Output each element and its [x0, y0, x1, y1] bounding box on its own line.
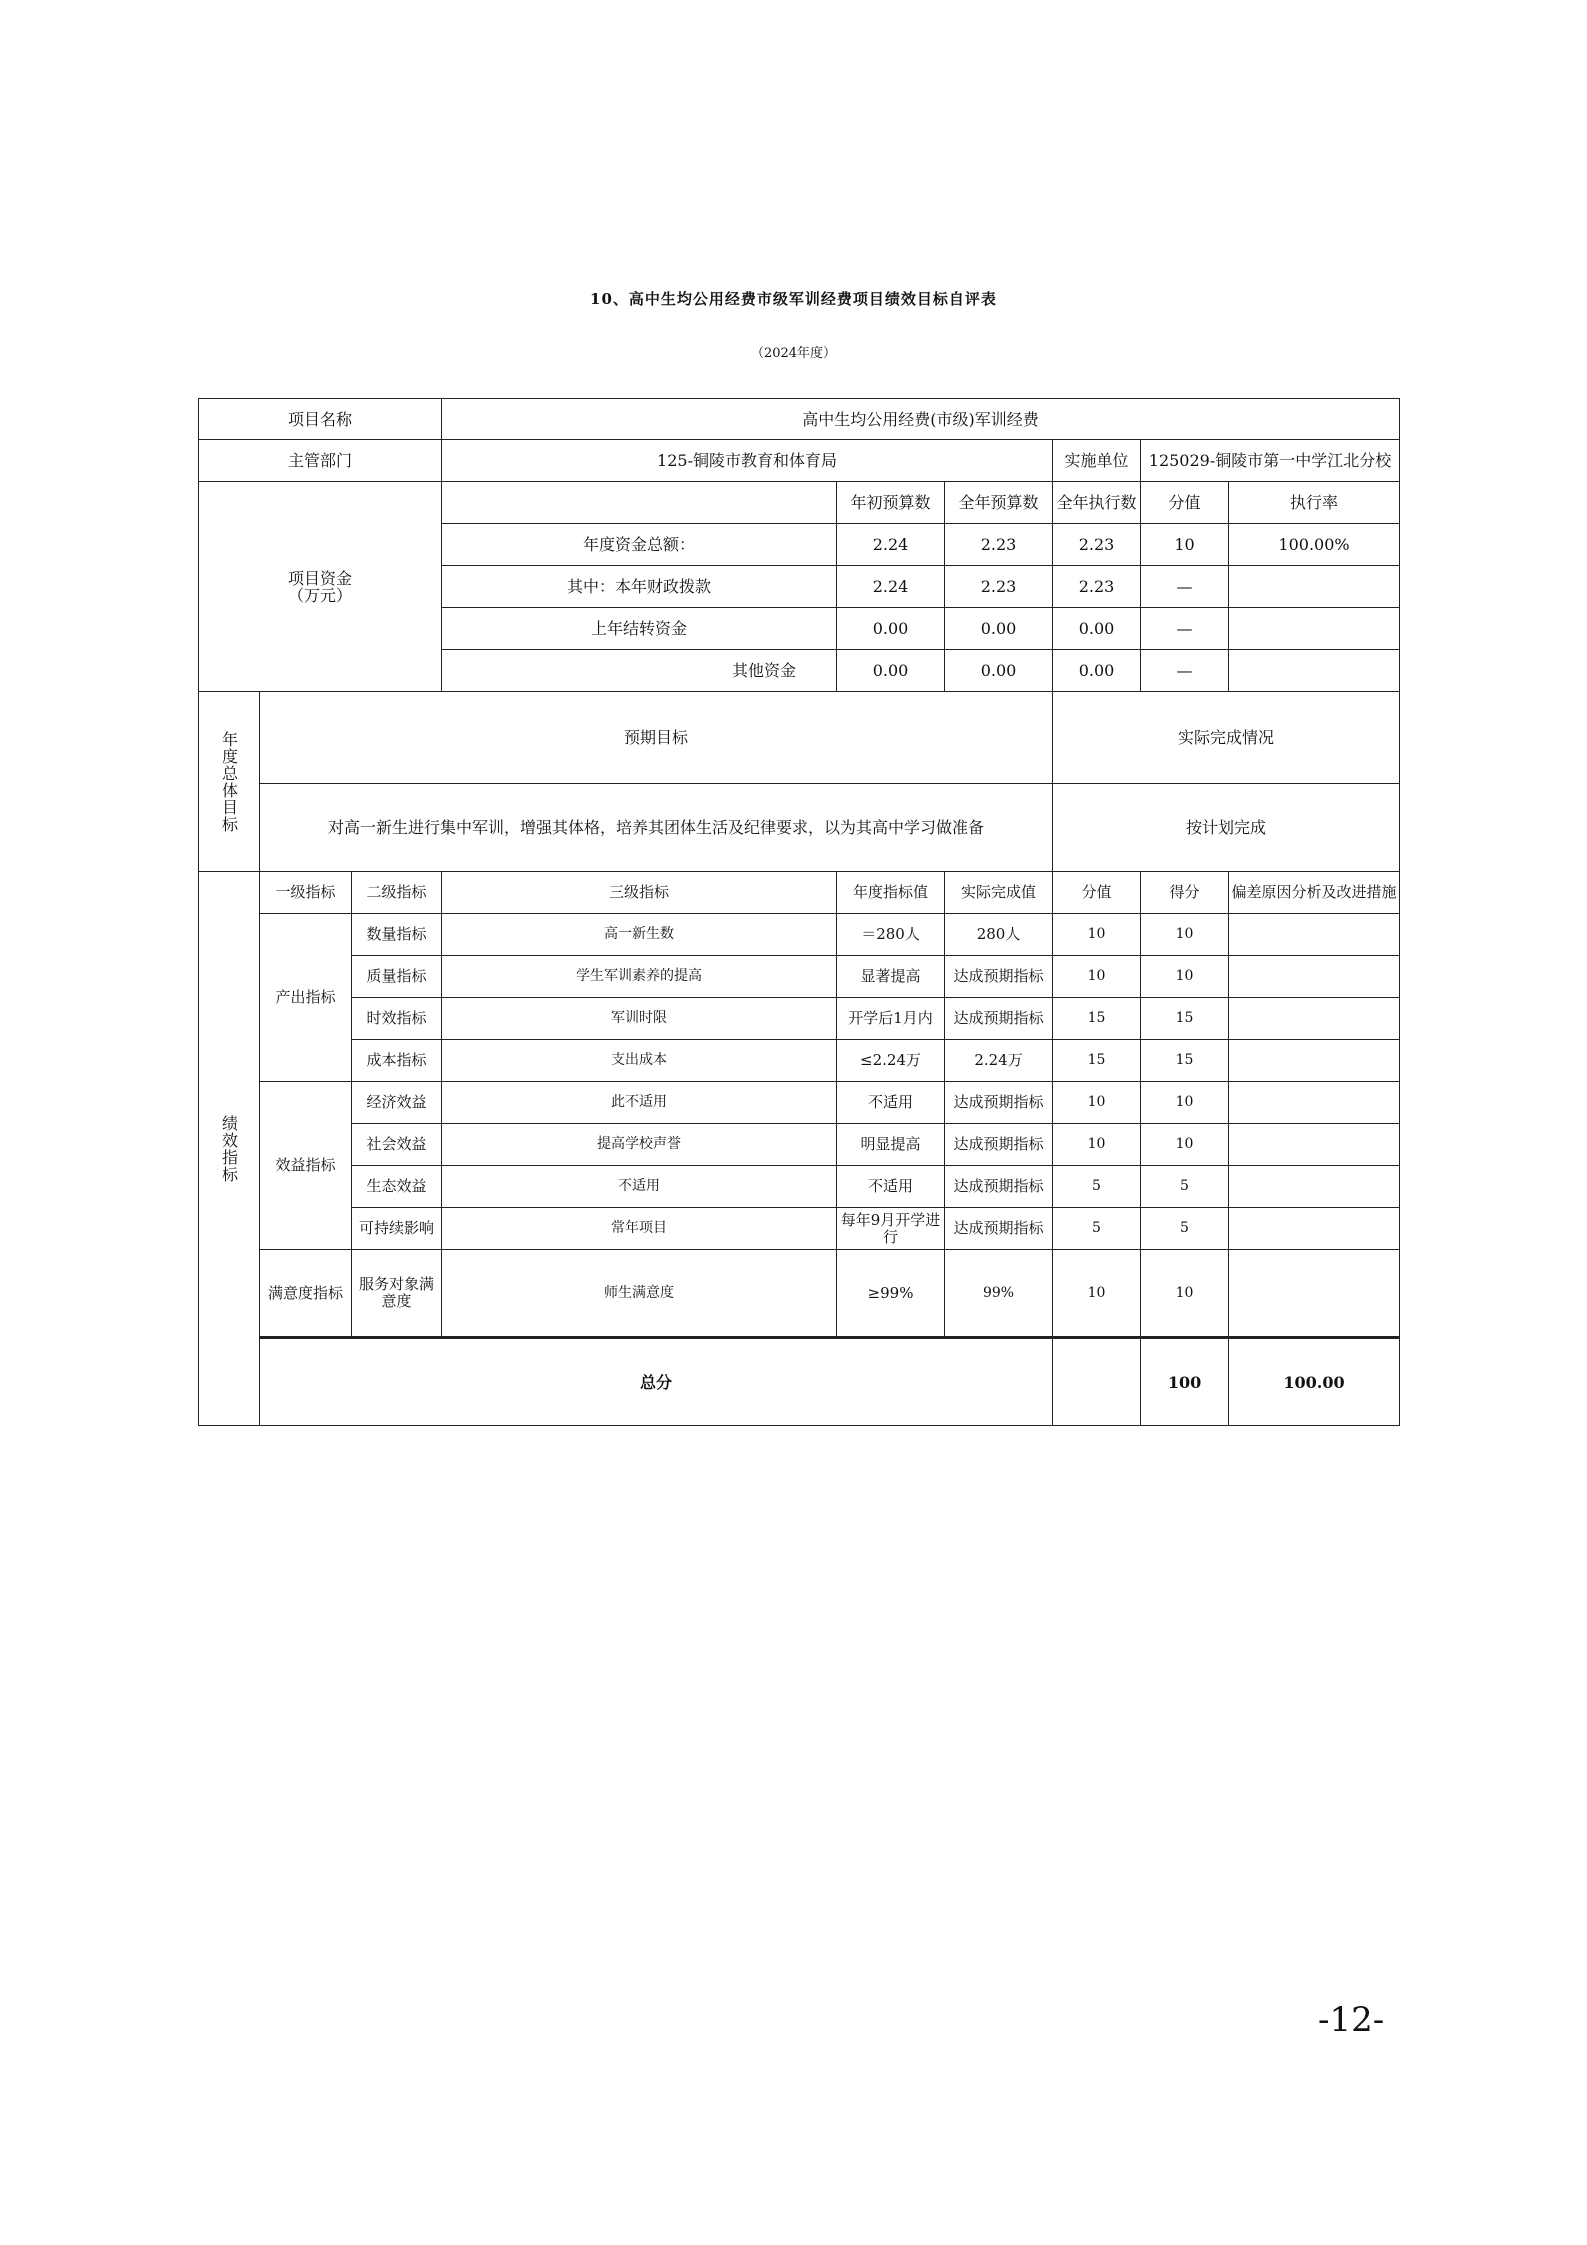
- indicator-level3: 此不适用: [442, 1082, 837, 1124]
- total-score: 100.00: [1229, 1338, 1400, 1426]
- indicator-score: 10: [1141, 914, 1229, 956]
- funds-row-initial: 2.24: [837, 566, 945, 608]
- indicator-score: 15: [1141, 1040, 1229, 1082]
- indicator-score: 5: [1141, 1166, 1229, 1208]
- indicator-actual: 达成预期指标: [945, 1082, 1053, 1124]
- indicator-target: ≥99%: [837, 1250, 945, 1338]
- indicator-target: ≤2.24万: [837, 1040, 945, 1082]
- department-row: [199, 440, 1400, 482]
- indicator-level2: 服务对象满意度: [352, 1250, 442, 1338]
- funds-row-initial: 2.24: [837, 524, 945, 566]
- indicator-level2: 时效指标: [352, 998, 442, 1040]
- indicator-header-row: [199, 872, 1400, 914]
- funds-row-value: —: [1141, 650, 1229, 692]
- total-row: [199, 1338, 1400, 1426]
- performance-evaluation-table: [198, 398, 1400, 1426]
- indicators-label: [199, 872, 260, 1426]
- indicator-level3: 高一新生数: [442, 914, 837, 956]
- indicator-level2: 社会效益: [352, 1124, 442, 1166]
- indicator-value: 10: [1053, 1250, 1141, 1338]
- indicator-level3: 不适用: [442, 1166, 837, 1208]
- indicator-level3: 常年项目: [442, 1208, 837, 1250]
- indicator-note: [1229, 1166, 1400, 1208]
- project-name-value: 高中生均公用经费(市级)军训经费: [442, 399, 1400, 440]
- indicator-header-level2: 二级指标: [352, 872, 442, 914]
- indicator-target: 不适用: [837, 1082, 945, 1124]
- funds-label: 项目资金 （万元）: [199, 482, 442, 692]
- goal-expected-header: 预期目标: [260, 692, 1053, 784]
- funds-row-annual: 0.00: [945, 608, 1053, 650]
- goal-actual-text: 按计划完成: [1053, 784, 1400, 872]
- indicator-actual: 达成预期指标: [945, 956, 1053, 998]
- funds-header-annual: 全年预算数: [945, 482, 1053, 524]
- indicator-target: 开学后1月内: [837, 998, 945, 1040]
- indicator-level3: 支出成本: [442, 1040, 837, 1082]
- indicator-row: [199, 1040, 1400, 1082]
- funds-row-label: 年度资金总额：: [442, 524, 837, 566]
- indicator-level1: 产出指标: [260, 914, 352, 1082]
- indicator-value: 5: [1053, 1208, 1141, 1250]
- indicator-score: 15: [1141, 998, 1229, 1040]
- implementing-unit-value: 125029-铜陵市第一中学江北分校: [1141, 440, 1400, 482]
- indicator-row: [199, 914, 1400, 956]
- indicator-target: 不适用: [837, 1166, 945, 1208]
- indicator-score: 5: [1141, 1208, 1229, 1250]
- total-blank: [1053, 1338, 1141, 1426]
- funds-header-blank: [442, 482, 837, 524]
- indicator-value: 15: [1053, 1040, 1141, 1082]
- funds-header-rate: 执行率: [1229, 482, 1400, 524]
- indicator-header-level1: 一级指标: [260, 872, 352, 914]
- goal-content-row: [199, 784, 1400, 872]
- funds-header-executed: 全年执行数: [1053, 482, 1141, 524]
- indicator-row: [199, 1124, 1400, 1166]
- funds-row-rate: 100.00%: [1229, 524, 1400, 566]
- funds-row-executed: 0.00: [1053, 650, 1141, 692]
- indicator-target: 明显提高: [837, 1124, 945, 1166]
- indicator-score: 10: [1141, 1124, 1229, 1166]
- document-subtitle: （2024年度）: [750, 346, 837, 361]
- indicator-target: 每年9月开学进行: [837, 1208, 945, 1250]
- funds-row-annual: 0.00: [945, 650, 1053, 692]
- funds-row-label: 其他资金: [442, 650, 837, 692]
- indicator-level2: 数量指标: [352, 914, 442, 956]
- indicator-score: 10: [1141, 956, 1229, 998]
- goal-label-text: 年度总体目标: [219, 730, 239, 833]
- indicator-value: 10: [1053, 1082, 1141, 1124]
- implementing-unit-label: 实施单位: [1053, 440, 1141, 482]
- goal-actual-header: 实际完成情况: [1053, 692, 1400, 784]
- indicator-level3: 军训时限: [442, 998, 837, 1040]
- funds-row-rate: [1229, 566, 1400, 608]
- funds-row-rate: [1229, 608, 1400, 650]
- indicator-note: [1229, 1208, 1400, 1250]
- indicator-score: 10: [1141, 1082, 1229, 1124]
- funds-row-initial: 0.00: [837, 608, 945, 650]
- document-title: 10、高中生均公用经费市级军训经费项目绩效目标自评表: [590, 290, 997, 308]
- indicator-level2: 生态效益: [352, 1166, 442, 1208]
- funds-header-value: 分值: [1141, 482, 1229, 524]
- indicator-target: ＝280人: [837, 914, 945, 956]
- indicator-note: [1229, 1082, 1400, 1124]
- funds-row-rate: [1229, 650, 1400, 692]
- indicator-header-level3: 三级指标: [442, 872, 837, 914]
- funds-header-initial: 年初预算数: [837, 482, 945, 524]
- funds-row-value: —: [1141, 608, 1229, 650]
- funds-header-row: [199, 482, 1400, 524]
- indicator-level2: 经济效益: [352, 1082, 442, 1124]
- indicator-row: [199, 1166, 1400, 1208]
- indicator-actual: 99%: [945, 1250, 1053, 1338]
- department-label: 主管部门: [199, 440, 442, 482]
- funds-row-executed: 0.00: [1053, 608, 1141, 650]
- funds-row-label: 上年结转资金: [442, 608, 837, 650]
- indicator-row: [199, 1208, 1400, 1250]
- project-name-row: [199, 399, 1400, 440]
- goal-header-row: [199, 692, 1400, 784]
- indicator-level2: 可持续影响: [352, 1208, 442, 1250]
- indicator-score: 10: [1141, 1250, 1229, 1338]
- indicator-level3: 师生满意度: [442, 1250, 837, 1338]
- indicator-value: 5: [1053, 1166, 1141, 1208]
- total-value: 100: [1141, 1338, 1229, 1426]
- indicator-actual: 达成预期指标: [945, 1124, 1053, 1166]
- indicator-actual: 达成预期指标: [945, 998, 1053, 1040]
- goal-expected-text: 对高一新生进行集中军训，增强其体格，培养其团体生活及纪律要求，以为其高中学习做准备: [260, 784, 1053, 872]
- indicator-header-target: 年度指标值: [837, 872, 945, 914]
- funds-row-label: 其中：本年财政拨款: [442, 566, 837, 608]
- indicator-row: [199, 1082, 1400, 1124]
- indicators-label-text: 绩效指标: [219, 1114, 239, 1183]
- indicator-row: [199, 956, 1400, 998]
- funds-row-value: 10: [1141, 524, 1229, 566]
- funds-row-executed: 2.23: [1053, 524, 1141, 566]
- indicator-actual: 达成预期指标: [945, 1208, 1053, 1250]
- indicator-note: [1229, 956, 1400, 998]
- indicator-value: 10: [1053, 914, 1141, 956]
- funds-row-executed: 2.23: [1053, 566, 1141, 608]
- indicator-actual: 280人: [945, 914, 1053, 956]
- indicator-note: [1229, 1040, 1400, 1082]
- indicator-value: 10: [1053, 956, 1141, 998]
- indicator-level3: 提高学校声誉: [442, 1124, 837, 1166]
- indicator-row: [199, 998, 1400, 1040]
- indicator-level3: 学生军训素养的提高: [442, 956, 837, 998]
- total-label: 总分: [260, 1338, 1053, 1426]
- indicator-row: [199, 1250, 1400, 1338]
- indicator-note: [1229, 1250, 1400, 1338]
- indicator-level1: 效益指标: [260, 1082, 352, 1250]
- department-value: 125-铜陵市教育和体育局: [442, 440, 1053, 482]
- indicator-target: 显著提高: [837, 956, 945, 998]
- indicator-header-value: 分值: [1053, 872, 1141, 914]
- indicator-note: [1229, 914, 1400, 956]
- page-number: -12-: [1318, 2000, 1385, 2040]
- funds-row-annual: 2.23: [945, 566, 1053, 608]
- indicator-level2: 质量指标: [352, 956, 442, 998]
- goal-label: [199, 692, 260, 872]
- funds-row-initial: 0.00: [837, 650, 945, 692]
- indicator-header-score: 得分: [1141, 872, 1229, 914]
- funds-row-value: —: [1141, 566, 1229, 608]
- funds-row-annual: 2.23: [945, 524, 1053, 566]
- indicator-note: [1229, 1124, 1400, 1166]
- indicator-header-actual: 实际完成值: [945, 872, 1053, 914]
- indicator-actual: 达成预期指标: [945, 1166, 1053, 1208]
- indicator-value: 15: [1053, 998, 1141, 1040]
- indicator-note: [1229, 998, 1400, 1040]
- project-name-label: 项目名称: [199, 399, 442, 440]
- indicator-header-note: 偏差原因分析及改进措施: [1229, 872, 1400, 914]
- indicator-actual: 2.24万: [945, 1040, 1053, 1082]
- indicator-level1: 满意度指标: [260, 1250, 352, 1338]
- indicator-level2: 成本指标: [352, 1040, 442, 1082]
- indicator-value: 10: [1053, 1124, 1141, 1166]
